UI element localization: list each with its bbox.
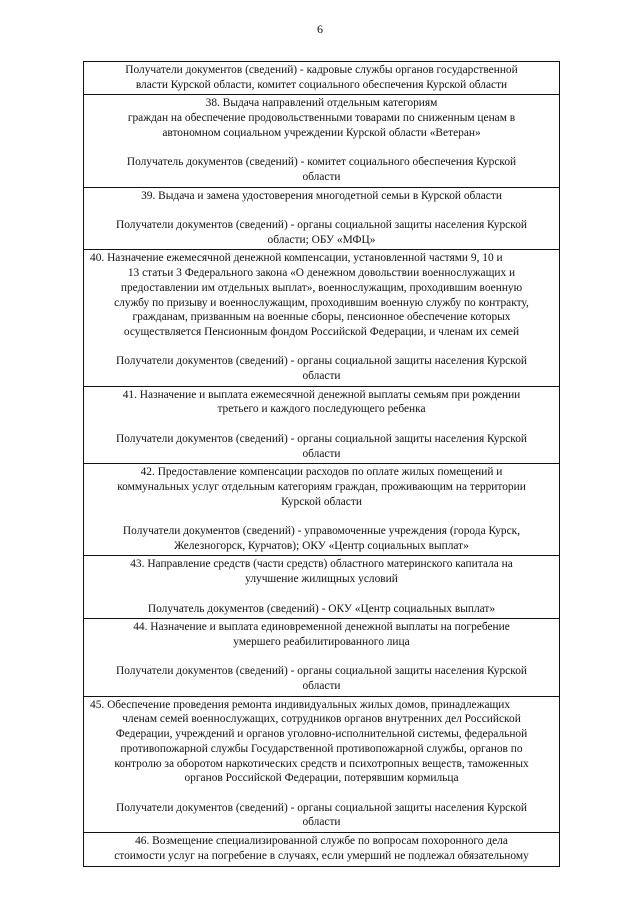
- service-title-line: органов Российской Федерации, потерявшим кормильца: [184, 772, 459, 785]
- recipient-line: власти Курской области, комитет социального обеспечения Курской области: [135, 78, 508, 91]
- recipient-line: Получатель документов (сведений) - ОКУ «Центр социальных выплат»: [147, 602, 496, 615]
- blank-line: [90, 509, 553, 524]
- table-row: [84, 697, 559, 833]
- blank-line: [90, 141, 553, 156]
- service-title-line: осуществляется Пенсионным фондом Российской Федерации, и членам их семей: [123, 325, 520, 338]
- recipient-line: Получатели документов (сведений) - органы социальной защиты населения Курской: [116, 219, 527, 231]
- recipient-line: Получатели документов (сведений) - органы социальной защиты населения Курской: [116, 432, 527, 445]
- table-row: [84, 188, 559, 251]
- service-title-line: третьего и каждого последующего ребенка: [217, 403, 426, 416]
- blank-line: [90, 587, 553, 602]
- blank-line: [90, 417, 553, 432]
- table-row: [84, 556, 559, 619]
- blank-line: [90, 650, 553, 665]
- service-title-line: 38. Выдача направлений отдельным категориям: [205, 97, 438, 110]
- service-title-line: 39. Выдача и замена удостоверения многодетной семьи в Курской области: [141, 189, 502, 202]
- recipient-line: области: [302, 816, 341, 829]
- service-title-line: 44. Назначение и выплата единовременной денежной выплаты на погребение: [133, 621, 510, 634]
- table-row: [84, 464, 559, 556]
- recipient-line: области: [302, 370, 341, 383]
- page-number: 6: [317, 22, 323, 36]
- recipient-line: Получатели документов (сведений) - кадровые службы органов государственной: [125, 64, 518, 76]
- table-row: [84, 62, 559, 95]
- service-title-line: Федерации, учреждений и органов уголовно-исполнительной системы, федеральной: [115, 728, 528, 741]
- recipient-line: Получатели документов (сведений) - органы социальной защиты населения Курской: [116, 801, 527, 814]
- recipient-line: области: [302, 447, 341, 460]
- service-title-line: Курской области: [281, 495, 362, 508]
- service-title-line: 46. Возмещение специализированной службе по вопросам похоронного дела: [135, 835, 508, 848]
- recipient-line: Получатели документов (сведений) - органы социальной защиты населения Курской: [116, 355, 527, 368]
- service-title-line: гражданам, призванным на военные сборы, пенсионное обеспечение которых: [132, 311, 511, 324]
- table-row: [84, 250, 559, 386]
- service-title-line: 13 статьи 3 Федерального закона «О денежном довольствии военнослужащих и: [127, 267, 516, 280]
- service-title-line: улучшение жилищных условий: [245, 573, 398, 586]
- service-title-line: 45. Обеспечение проведения ремонта индивидуальных жилых домов, принадлежащих: [90, 698, 511, 711]
- table-row: [84, 619, 559, 697]
- service-title-line: членам семей военнослужащих, сотрудников органов внутренних дел Российской: [122, 713, 521, 726]
- recipient-line: Получатели документов (сведений) - органы социальной защиты населения Курской: [116, 665, 527, 678]
- service-title-line: 42. Предоставление компенсации расходов по оплате жилых помещений и: [140, 466, 503, 479]
- service-title-line: службу по призыву и военнослужащим, проходившим военную службу по контракту,: [114, 296, 529, 309]
- recipient-line: области: [302, 170, 341, 183]
- service-title-line: стоимости услуг на погребение в случаях, если умерший не подлежал обязательному: [114, 849, 529, 862]
- recipient-line: Железногорск, Курчатов); ОКУ «Центр социальных выплат»: [174, 539, 469, 552]
- service-title-line: противопожарной службы Государственной противопожарной службы, органов по: [120, 742, 523, 755]
- blank-line: [90, 340, 553, 355]
- recipient-line: Получатель документов (сведений) - комитет социального обеспечения Курской: [126, 156, 517, 169]
- service-title-line: контролю за оборотом наркотических средств и психотропных веществ, таможенных: [114, 757, 529, 770]
- service-title-line: коммунальных услуг отдельным категориям граждан, проживающим на территории: [117, 480, 526, 493]
- table-row: [84, 95, 559, 187]
- service-title-line: предоставлении им отдельных выплат», военнослужащим, проходившим военную: [120, 281, 523, 294]
- service-title-line: автономном социальном учреждении Курской области «Ветеран»: [162, 126, 481, 139]
- recipient-line: области: [302, 680, 341, 693]
- service-title-line: 43. Направление средств (части средств) областного материнского капитала на: [130, 558, 513, 571]
- table-row: [84, 833, 559, 866]
- service-title-line: 40. Назначение ежемесячной денежной компенсации, установленной частями 9, 10 и: [90, 252, 503, 265]
- blank-line: [90, 203, 553, 218]
- service-title-line: умершего реабилитированного лица: [233, 635, 410, 648]
- recipient-line: области; ОБУ «МФЦ»: [267, 233, 376, 246]
- service-title-line: 41. Назначение и выплата ежемесячной денежной выплаты семьям при рождении: [122, 388, 521, 401]
- document-table: [83, 61, 560, 867]
- recipient-line: Получатели документов (сведений) - управомоченные учреждения (города Курск,: [122, 525, 521, 538]
- service-title-line: граждан на обеспечение продовольственными товарами по сниженным ценам в: [127, 112, 516, 125]
- table-row: [84, 387, 559, 465]
- blank-line: [90, 786, 553, 801]
